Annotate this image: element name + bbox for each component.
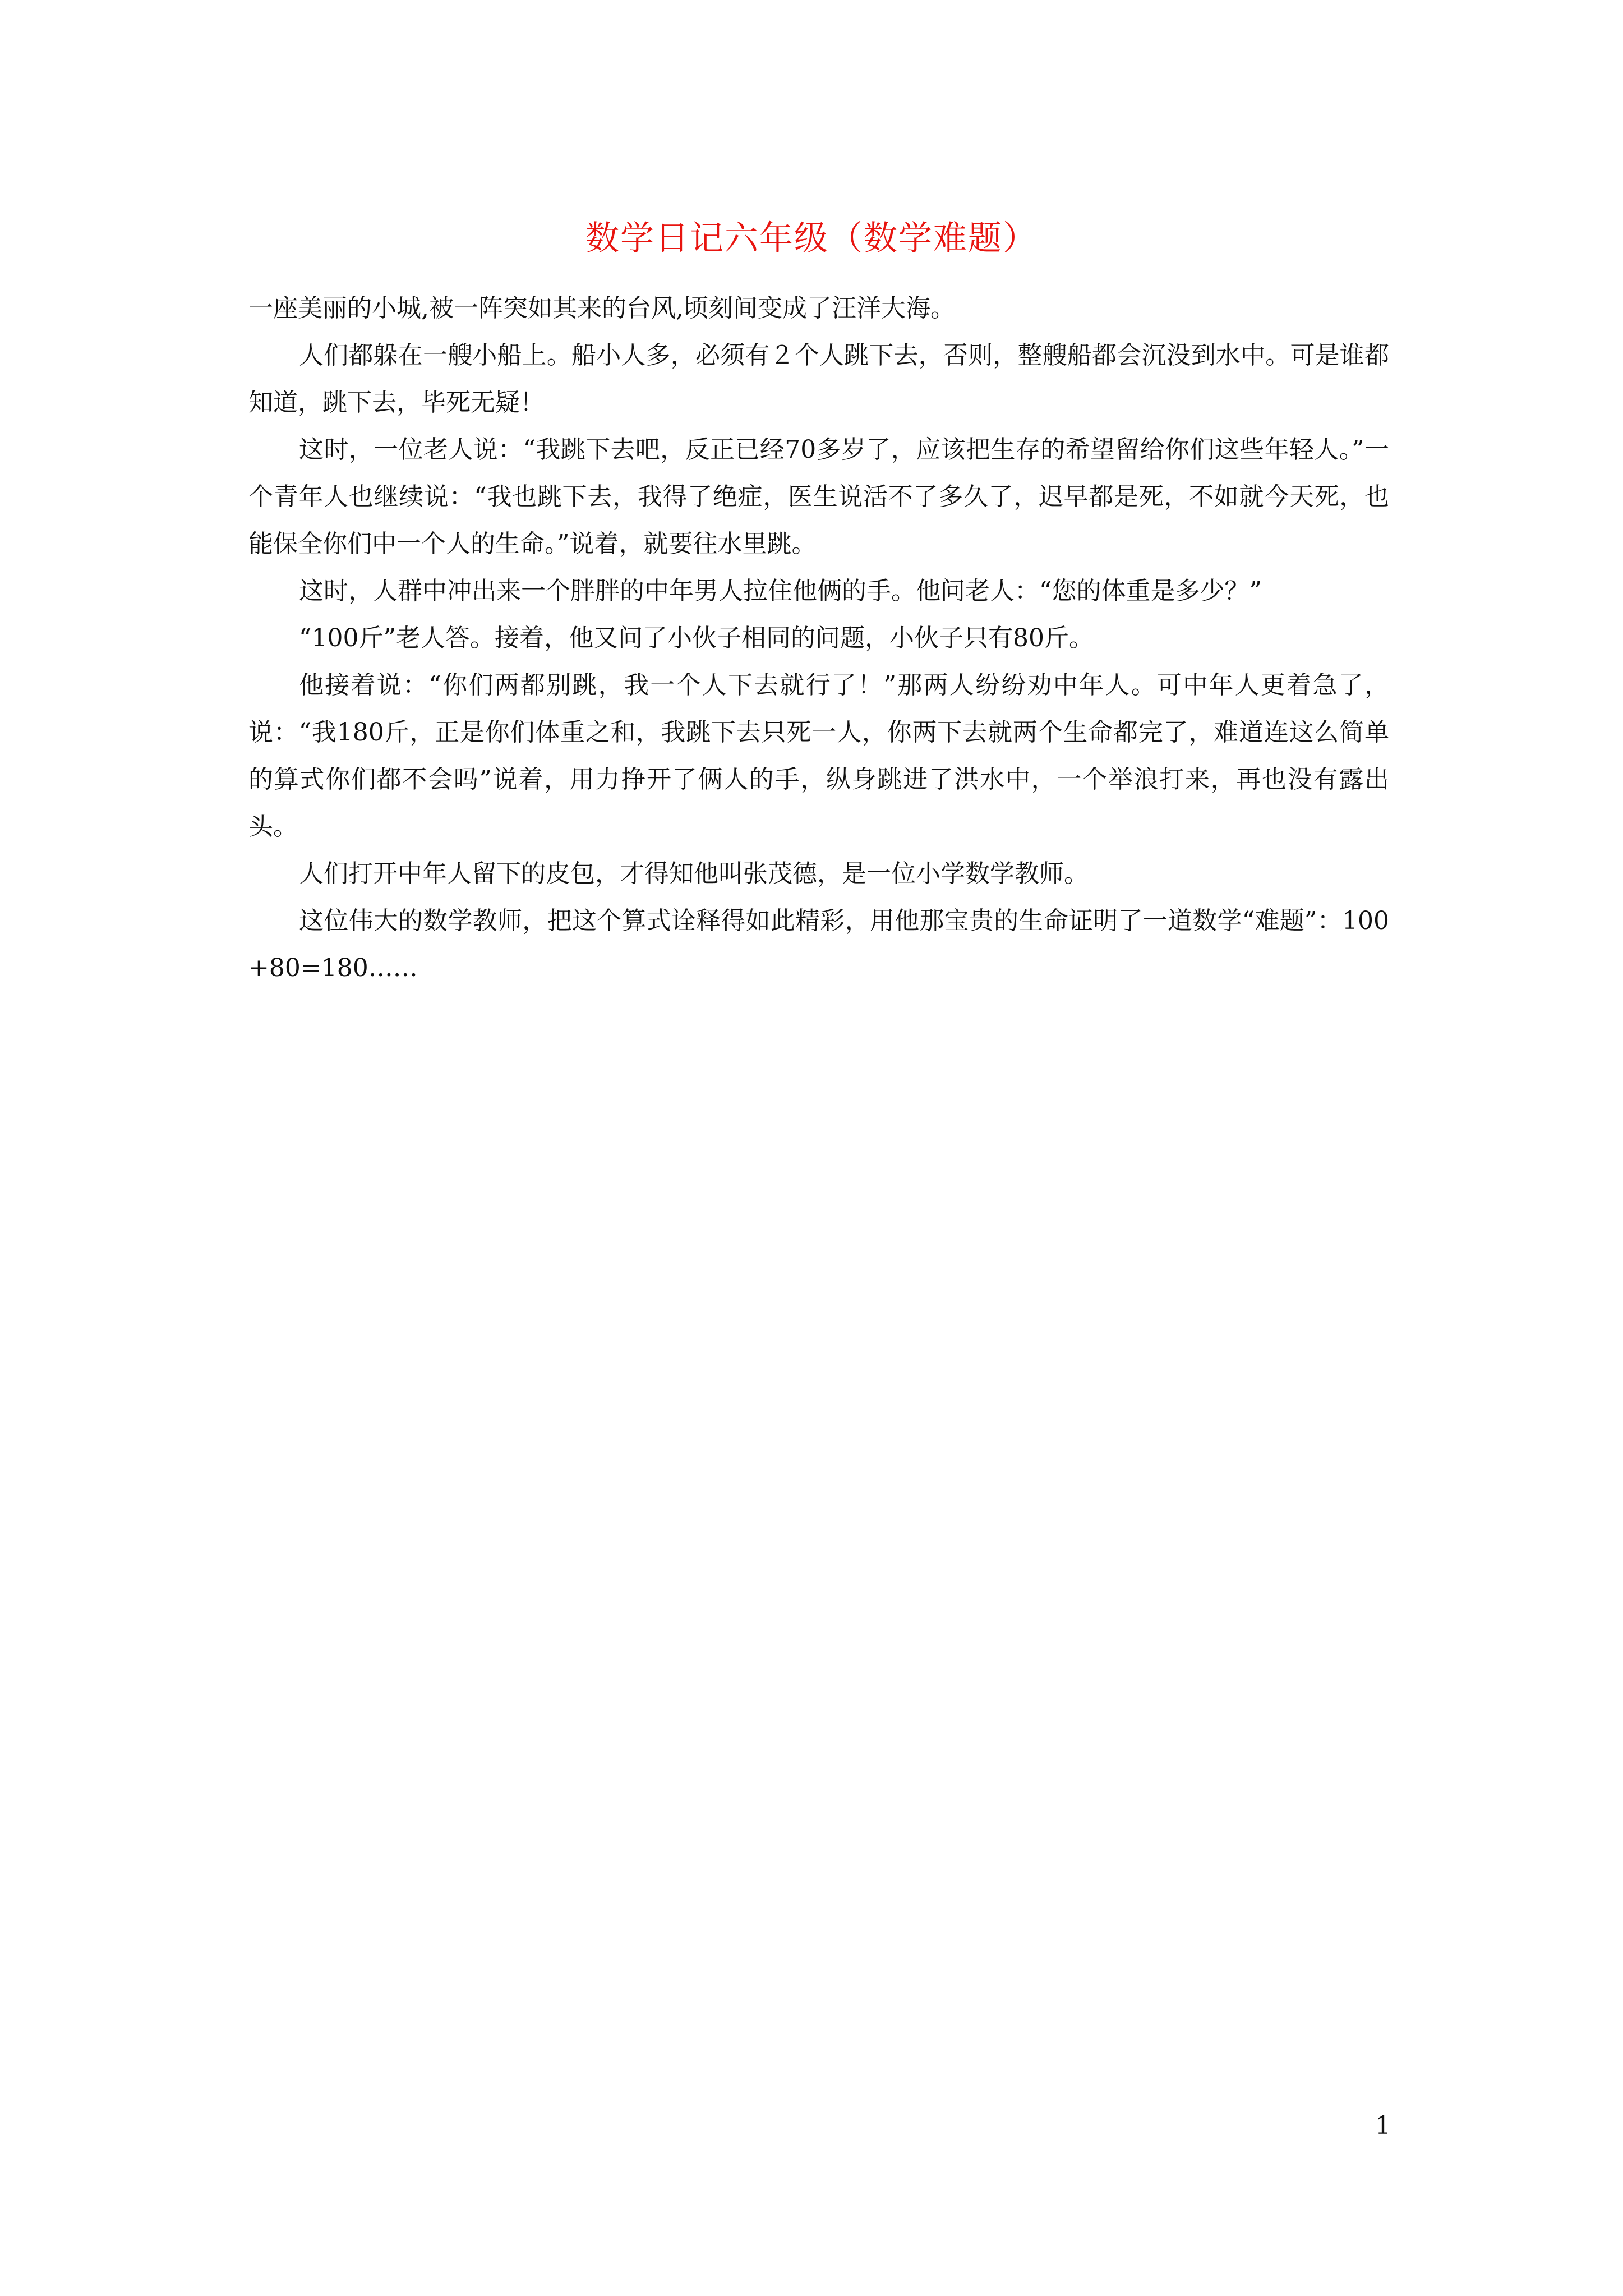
paragraph-8: 这位伟大的数学教师，把这个算式诠释得如此精彩，用他那宝贵的生命证明了一道数学“难题”：100+80=180…… [248, 907, 1389, 982]
paragraph-5: “100斤”老人答。接着，他又问了小伙子相同的问题，小伙子只有80斤。 [299, 624, 1094, 652]
document-title: 数学日记六年级（数学难题） [585, 219, 1038, 258]
document-body [248, 285, 1389, 992]
paragraph-2: 人们都躲在一艘小船上。船小人多，必须有２个人跳下去，否则，整艘船都会沉没到水中。可是谁都知道，跳下去，毕死无疑！ [248, 341, 1389, 417]
paragraph-1: 一座美丽的小城,被一阵突如其来的台风,顷刻间变成了汪洋大海。 [248, 294, 955, 323]
paragraph-7: 人们打开中年人留下的皮包，才得知他叫张茂德，是一位小学数学教师。 [299, 859, 1089, 888]
paragraph-4: 这时，人群中冲出来一个胖胖的中年男人拉住他俩的手。他问老人：“您的体重是多少？” [299, 577, 1262, 605]
paragraph-3: 这时，一位老人说：“我跳下去吧，反正已经70多岁了，应该把生存的希望留给你们这些年轻人。”一个青年人也继续说：“我也跳下去，我得了绝症，医生说活不了多久了，迟早都是死，不如就今天死，也能保全你们中一个人的生命。”说着，就要往水里跳。 [248, 435, 1389, 558]
paragraph-6: 他接着说：“你们两都别跳，我一个人下去就行了！”那两人纷纷劝中年人。可中年人更着急了，说：“我180斤，正是你们体重之和，我跳下去只死一人，你两下去就两个生命都完了，难道连这么简单的算式你们都不会吗”说着，用力挣开了俩人的手，纵身跳进了洪水中，一个举浪打来，再也没有露出头。 [248, 671, 1389, 841]
page-number: 1 [1375, 2111, 1391, 2140]
